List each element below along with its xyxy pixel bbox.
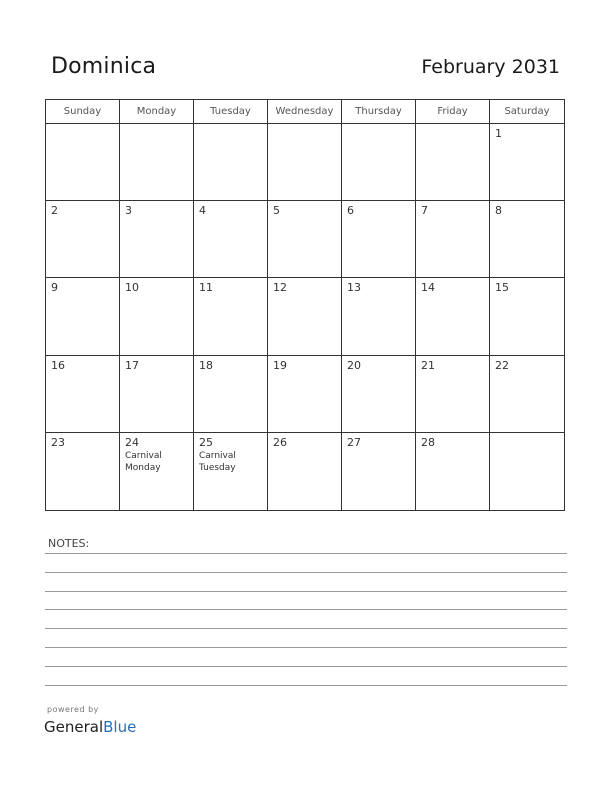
holiday-label — [199, 450, 262, 474]
note-line — [45, 685, 567, 686]
day-number: 15 — [495, 281, 509, 295]
day-cell — [490, 356, 564, 433]
day-number: 2 — [51, 204, 58, 218]
day-number: 3 — [125, 204, 132, 218]
day-cell — [416, 201, 490, 278]
day-cell — [120, 201, 194, 278]
day-cell — [416, 278, 490, 355]
note-line — [45, 647, 567, 648]
country-title: Dominica — [51, 54, 157, 79]
day-cell — [194, 356, 268, 433]
day-cell — [268, 356, 342, 433]
day-number: 18 — [199, 358, 213, 372]
day-number: 24 — [125, 435, 139, 449]
day-cell — [416, 433, 490, 510]
day-cell — [342, 278, 416, 355]
day-number: 4 — [199, 204, 206, 218]
day-cell — [342, 433, 416, 510]
day-number: 10 — [125, 281, 139, 295]
day-number: 8 — [495, 204, 502, 218]
day-cell — [490, 124, 564, 201]
day-cell — [342, 124, 416, 201]
day-number: 16 — [51, 358, 65, 372]
day-cell — [46, 124, 120, 201]
holiday-line: Tuesday — [199, 462, 236, 473]
day-cell — [490, 278, 564, 355]
brand-general: General — [44, 718, 104, 736]
day-number: 23 — [51, 435, 65, 449]
calendar-grid — [45, 99, 565, 511]
brand-blue: Blue — [103, 718, 137, 736]
day-number: 7 — [421, 204, 428, 218]
weekday-header: Friday — [416, 100, 490, 124]
note-line — [45, 628, 567, 629]
day-cell — [416, 356, 490, 433]
generalblue-logo — [44, 718, 136, 736]
day-number: 26 — [273, 435, 287, 449]
day-number: 25 — [199, 435, 213, 449]
note-line — [45, 666, 567, 667]
note-line — [45, 591, 567, 592]
day-number: 21 — [421, 358, 435, 372]
holiday-line: Monday — [125, 462, 161, 473]
day-number: 6 — [347, 204, 354, 218]
day-cell — [120, 278, 194, 355]
day-number: 28 — [421, 435, 435, 449]
note-line — [45, 553, 567, 554]
day-number: 17 — [125, 358, 139, 372]
note-line — [45, 609, 567, 610]
note-line — [45, 572, 567, 573]
day-number: 22 — [495, 358, 509, 372]
day-cell — [490, 433, 564, 510]
day-number: 13 — [347, 281, 361, 295]
day-cell — [120, 433, 194, 510]
day-cell — [268, 124, 342, 201]
day-cell — [46, 356, 120, 433]
weekday-header: Sunday — [46, 100, 120, 124]
day-cell — [120, 124, 194, 201]
day-number: 19 — [273, 358, 287, 372]
day-cell — [46, 278, 120, 355]
day-cell — [342, 201, 416, 278]
day-number: 14 — [421, 281, 435, 295]
holiday-line: Carnival — [199, 450, 236, 461]
day-number: 27 — [347, 435, 361, 449]
month-year-title: February 2031 — [421, 56, 560, 78]
day-cell — [120, 356, 194, 433]
day-number: 9 — [51, 281, 58, 295]
day-cell — [194, 278, 268, 355]
day-cell — [46, 433, 120, 510]
powered-by-text: powered by — [47, 705, 99, 714]
weekday-header: Monday — [120, 100, 194, 124]
day-number: 12 — [273, 281, 287, 295]
day-number: 20 — [347, 358, 361, 372]
holiday-line: Carnival — [125, 450, 162, 461]
day-cell — [194, 201, 268, 278]
weekday-header: Wednesday — [268, 100, 342, 124]
day-cell — [268, 201, 342, 278]
day-cell — [194, 433, 268, 510]
day-cell — [194, 124, 268, 201]
day-cell — [416, 124, 490, 201]
day-number: 5 — [273, 204, 280, 218]
day-cell — [490, 201, 564, 278]
day-cell — [268, 278, 342, 355]
weekday-header: Thursday — [342, 100, 416, 124]
day-cell — [342, 356, 416, 433]
day-cell — [268, 433, 342, 510]
weekday-header: Tuesday — [194, 100, 268, 124]
day-cell — [46, 201, 120, 278]
holiday-label — [125, 450, 188, 474]
day-number: 1 — [495, 127, 502, 140]
notes-label: NOTES: — [48, 537, 90, 550]
weekday-header: Saturday — [490, 100, 564, 124]
day-number: 11 — [199, 281, 213, 295]
